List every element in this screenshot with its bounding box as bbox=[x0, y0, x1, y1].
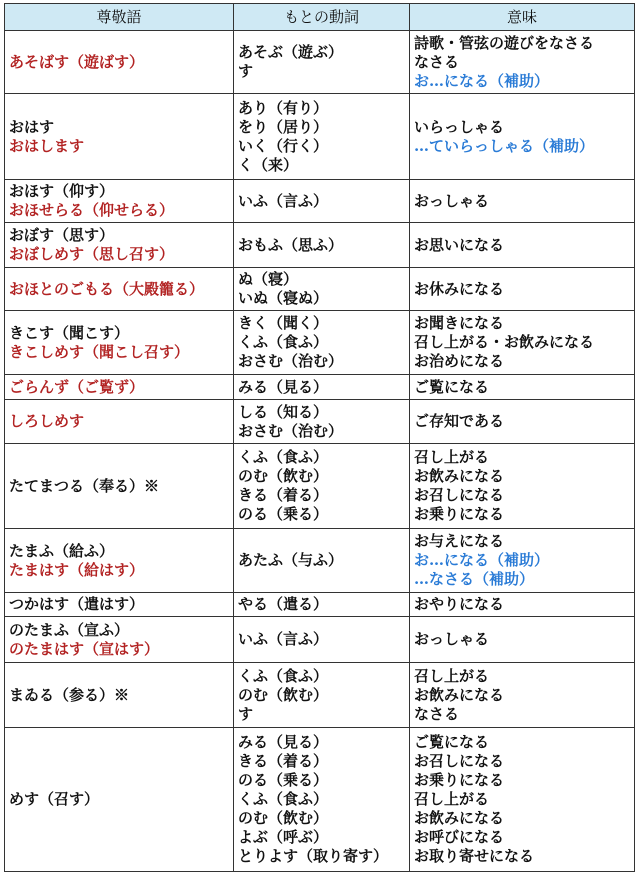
meaning-text: お…になる（補助） bbox=[414, 551, 550, 569]
original-verb: いく（行く） bbox=[238, 136, 329, 155]
meaning-text: 召し上がる bbox=[414, 448, 490, 466]
honorific-term: きこしめす（聞こし召す） bbox=[9, 342, 190, 361]
meaning-text: お与えになる bbox=[414, 532, 505, 550]
honorific-term: おはす bbox=[9, 117, 55, 136]
meaning-text: なさる bbox=[414, 52, 460, 71]
honorific-cell bbox=[5, 728, 234, 872]
honorific-cell bbox=[5, 180, 234, 223]
table-row bbox=[5, 529, 635, 593]
meaning-text: お…になる（補助） bbox=[414, 71, 550, 90]
original-verb: のむ（飲む） bbox=[238, 467, 329, 485]
honorific-cell bbox=[5, 593, 234, 617]
meaning-cell bbox=[410, 180, 635, 223]
original-verb-cell bbox=[234, 311, 410, 375]
original-verb: きる（着る） bbox=[238, 486, 329, 504]
original-verb: のる（乗る） bbox=[238, 771, 329, 789]
original-verb: あたふ（与ふ） bbox=[238, 551, 344, 569]
original-verb-cell bbox=[234, 180, 410, 223]
original-verb-cell bbox=[234, 663, 410, 728]
honorific-cell bbox=[5, 444, 234, 529]
honorific-term: しろしめす bbox=[9, 412, 85, 430]
table-row bbox=[5, 31, 635, 94]
honorific-term: のたまはす（宣はす） bbox=[9, 639, 160, 658]
meaning-text: お召しになる bbox=[414, 752, 505, 770]
original-verb: くふ（食ふ） bbox=[238, 448, 329, 466]
original-verb: よぶ（呼ぶ） bbox=[238, 828, 329, 846]
meaning-text: …ていらっしゃる（補助） bbox=[414, 136, 595, 155]
honorific-term: おほす（仰す） bbox=[9, 182, 115, 200]
meaning-text: …なさる（補助） bbox=[414, 570, 535, 588]
original-verb-cell bbox=[234, 593, 410, 617]
meaning-text: 召し上がる・お飲みになる bbox=[414, 333, 595, 351]
honorific-cell bbox=[5, 223, 234, 268]
honorific-cell bbox=[5, 311, 234, 375]
original-verb: くふ（食ふ） bbox=[238, 790, 329, 808]
original-verb: のむ（飲む） bbox=[238, 685, 329, 704]
honorific-cell bbox=[5, 31, 234, 94]
meaning-cell bbox=[410, 268, 635, 311]
honorific-term: おぼしめす（思し召す） bbox=[9, 245, 175, 263]
honorific-cell bbox=[5, 268, 234, 311]
honorific-term: まゐる（参る）※ bbox=[9, 685, 130, 704]
original-verb: ぬ（寝） bbox=[238, 270, 299, 288]
original-verb: おさむ（治む） bbox=[238, 352, 344, 370]
meaning-cell bbox=[410, 311, 635, 375]
meaning-text: ご覧になる bbox=[414, 733, 490, 751]
original-verb: あそぶ（遊ぶ） bbox=[238, 43, 344, 61]
original-verb: きる（着る） bbox=[238, 752, 329, 770]
original-verb: をり（居り） bbox=[238, 117, 329, 136]
original-verb-cell bbox=[234, 617, 410, 663]
meaning-text: ご覧になる bbox=[414, 377, 490, 396]
original-verb: とりよす（取り寄す） bbox=[238, 847, 389, 865]
meaning-text: ご存知である bbox=[414, 412, 505, 430]
meaning-text: 召し上がる bbox=[414, 666, 490, 685]
table-row bbox=[5, 223, 635, 268]
table-body bbox=[5, 31, 635, 872]
honorific-cell bbox=[5, 663, 234, 728]
honorific-term: おほせらる（仰せらる） bbox=[9, 201, 175, 219]
original-verb-cell bbox=[234, 728, 410, 872]
original-verb: のる（乗る） bbox=[238, 505, 329, 523]
table-row bbox=[5, 617, 635, 663]
original-verb: きく（聞く） bbox=[238, 314, 329, 332]
original-verb: いぬ（寝ぬ） bbox=[238, 289, 329, 307]
table-row bbox=[5, 663, 635, 728]
meaning-cell bbox=[410, 593, 635, 617]
meaning-text: お休みになる bbox=[414, 279, 505, 298]
meaning-text: お乗りになる bbox=[414, 771, 505, 789]
original-verb: おもふ（思ふ） bbox=[238, 235, 344, 254]
meaning-cell bbox=[410, 375, 635, 400]
honorific-term: めす（召す） bbox=[9, 790, 100, 808]
meaning-text: お飲みになる bbox=[414, 685, 505, 704]
table-row bbox=[5, 180, 635, 223]
meaning-text: 召し上がる bbox=[414, 790, 490, 808]
honorific-term: あそばす（遊ばす） bbox=[9, 52, 145, 71]
original-verb: おさむ（治む） bbox=[238, 421, 344, 440]
meaning-text: お治めになる bbox=[414, 352, 505, 370]
meaning-text: お召しになる bbox=[414, 486, 505, 504]
meaning-text: お飲みになる bbox=[414, 467, 505, 485]
meaning-cell bbox=[410, 617, 635, 663]
original-verb: いふ（言ふ） bbox=[238, 630, 329, 648]
header-original-verb: もとの動詞 bbox=[234, 4, 410, 31]
original-verb-cell bbox=[234, 529, 410, 593]
honorific-term: たまふ（給ふ） bbox=[9, 541, 115, 560]
meaning-text: おっしゃる bbox=[414, 630, 490, 648]
original-verb-cell bbox=[234, 400, 410, 444]
meaning-cell bbox=[410, 728, 635, 872]
original-verb-cell bbox=[234, 268, 410, 311]
table-row bbox=[5, 94, 635, 180]
original-verb: くふ（食ふ） bbox=[238, 333, 329, 351]
honorific-verb-table bbox=[4, 3, 635, 872]
honorific-cell bbox=[5, 529, 234, 593]
original-verb-cell bbox=[234, 444, 410, 529]
honorific-cell bbox=[5, 400, 234, 444]
original-verb: やる（遣る） bbox=[238, 595, 329, 613]
original-verb: みる（見る） bbox=[238, 377, 329, 396]
original-verb: す bbox=[238, 62, 254, 80]
meaning-cell bbox=[410, 529, 635, 593]
original-verb: いふ（言ふ） bbox=[238, 191, 329, 210]
table-row bbox=[5, 268, 635, 311]
header-honorific: 尊敬語 bbox=[5, 4, 234, 31]
meaning-cell bbox=[410, 444, 635, 529]
honorific-cell bbox=[5, 94, 234, 180]
meaning-text: お乗りになる bbox=[414, 505, 505, 523]
original-verb: のむ（飲む） bbox=[238, 809, 329, 827]
honorific-cell bbox=[5, 617, 234, 663]
meaning-text: いらっしゃる bbox=[414, 117, 505, 136]
meaning-cell bbox=[410, 400, 635, 444]
table-row bbox=[5, 593, 635, 617]
meaning-text: お取り寄せになる bbox=[414, 847, 535, 865]
original-verb: しる（知る） bbox=[238, 402, 329, 421]
honorific-cell bbox=[5, 375, 234, 400]
original-verb: く（来） bbox=[238, 155, 299, 174]
table-row bbox=[5, 444, 635, 529]
original-verb-cell bbox=[234, 94, 410, 180]
table-row bbox=[5, 311, 635, 375]
original-verb: くふ（食ふ） bbox=[238, 666, 329, 685]
honorific-term: のたまふ（宣ふ） bbox=[9, 620, 130, 639]
table-row bbox=[5, 375, 635, 400]
honorific-term: おはします bbox=[9, 136, 85, 155]
honorific-term: たてまつる（奉る）※ bbox=[9, 476, 160, 495]
original-verb: みる（見る） bbox=[238, 733, 329, 751]
honorific-term: おほとのごもる（大殿籠る） bbox=[9, 279, 205, 298]
original-verb: す bbox=[238, 704, 254, 723]
original-verb: あり（有り） bbox=[238, 98, 329, 117]
meaning-text: お聞きになる bbox=[414, 314, 505, 332]
meaning-text: なさる bbox=[414, 704, 460, 723]
original-verb-cell bbox=[234, 223, 410, 268]
table-row bbox=[5, 728, 635, 872]
meaning-text: 詩歌・管弦の遊びをなさる bbox=[414, 33, 595, 52]
meaning-cell bbox=[410, 663, 635, 728]
honorific-term: つかはす（遣はす） bbox=[9, 595, 145, 613]
meaning-cell bbox=[410, 94, 635, 180]
honorific-term: きこす（聞こす） bbox=[9, 323, 130, 342]
meaning-text: おやりになる bbox=[414, 595, 505, 613]
honorific-term: おぼす（思す） bbox=[9, 226, 115, 244]
table-row bbox=[5, 400, 635, 444]
honorific-term: たまはす（給はす） bbox=[9, 560, 145, 579]
original-verb-cell bbox=[234, 375, 410, 400]
original-verb-cell bbox=[234, 31, 410, 94]
meaning-text: お飲みになる bbox=[414, 809, 505, 827]
meaning-text: おっしゃる bbox=[414, 191, 490, 210]
meaning-text: お思いになる bbox=[414, 235, 505, 254]
honorific-term: ごらんず（ご覧ず） bbox=[9, 377, 145, 396]
header-row bbox=[5, 4, 635, 31]
header-meaning: 意味 bbox=[410, 4, 635, 31]
meaning-cell bbox=[410, 223, 635, 268]
meaning-text: お呼びになる bbox=[414, 828, 505, 846]
meaning-cell bbox=[410, 31, 635, 94]
